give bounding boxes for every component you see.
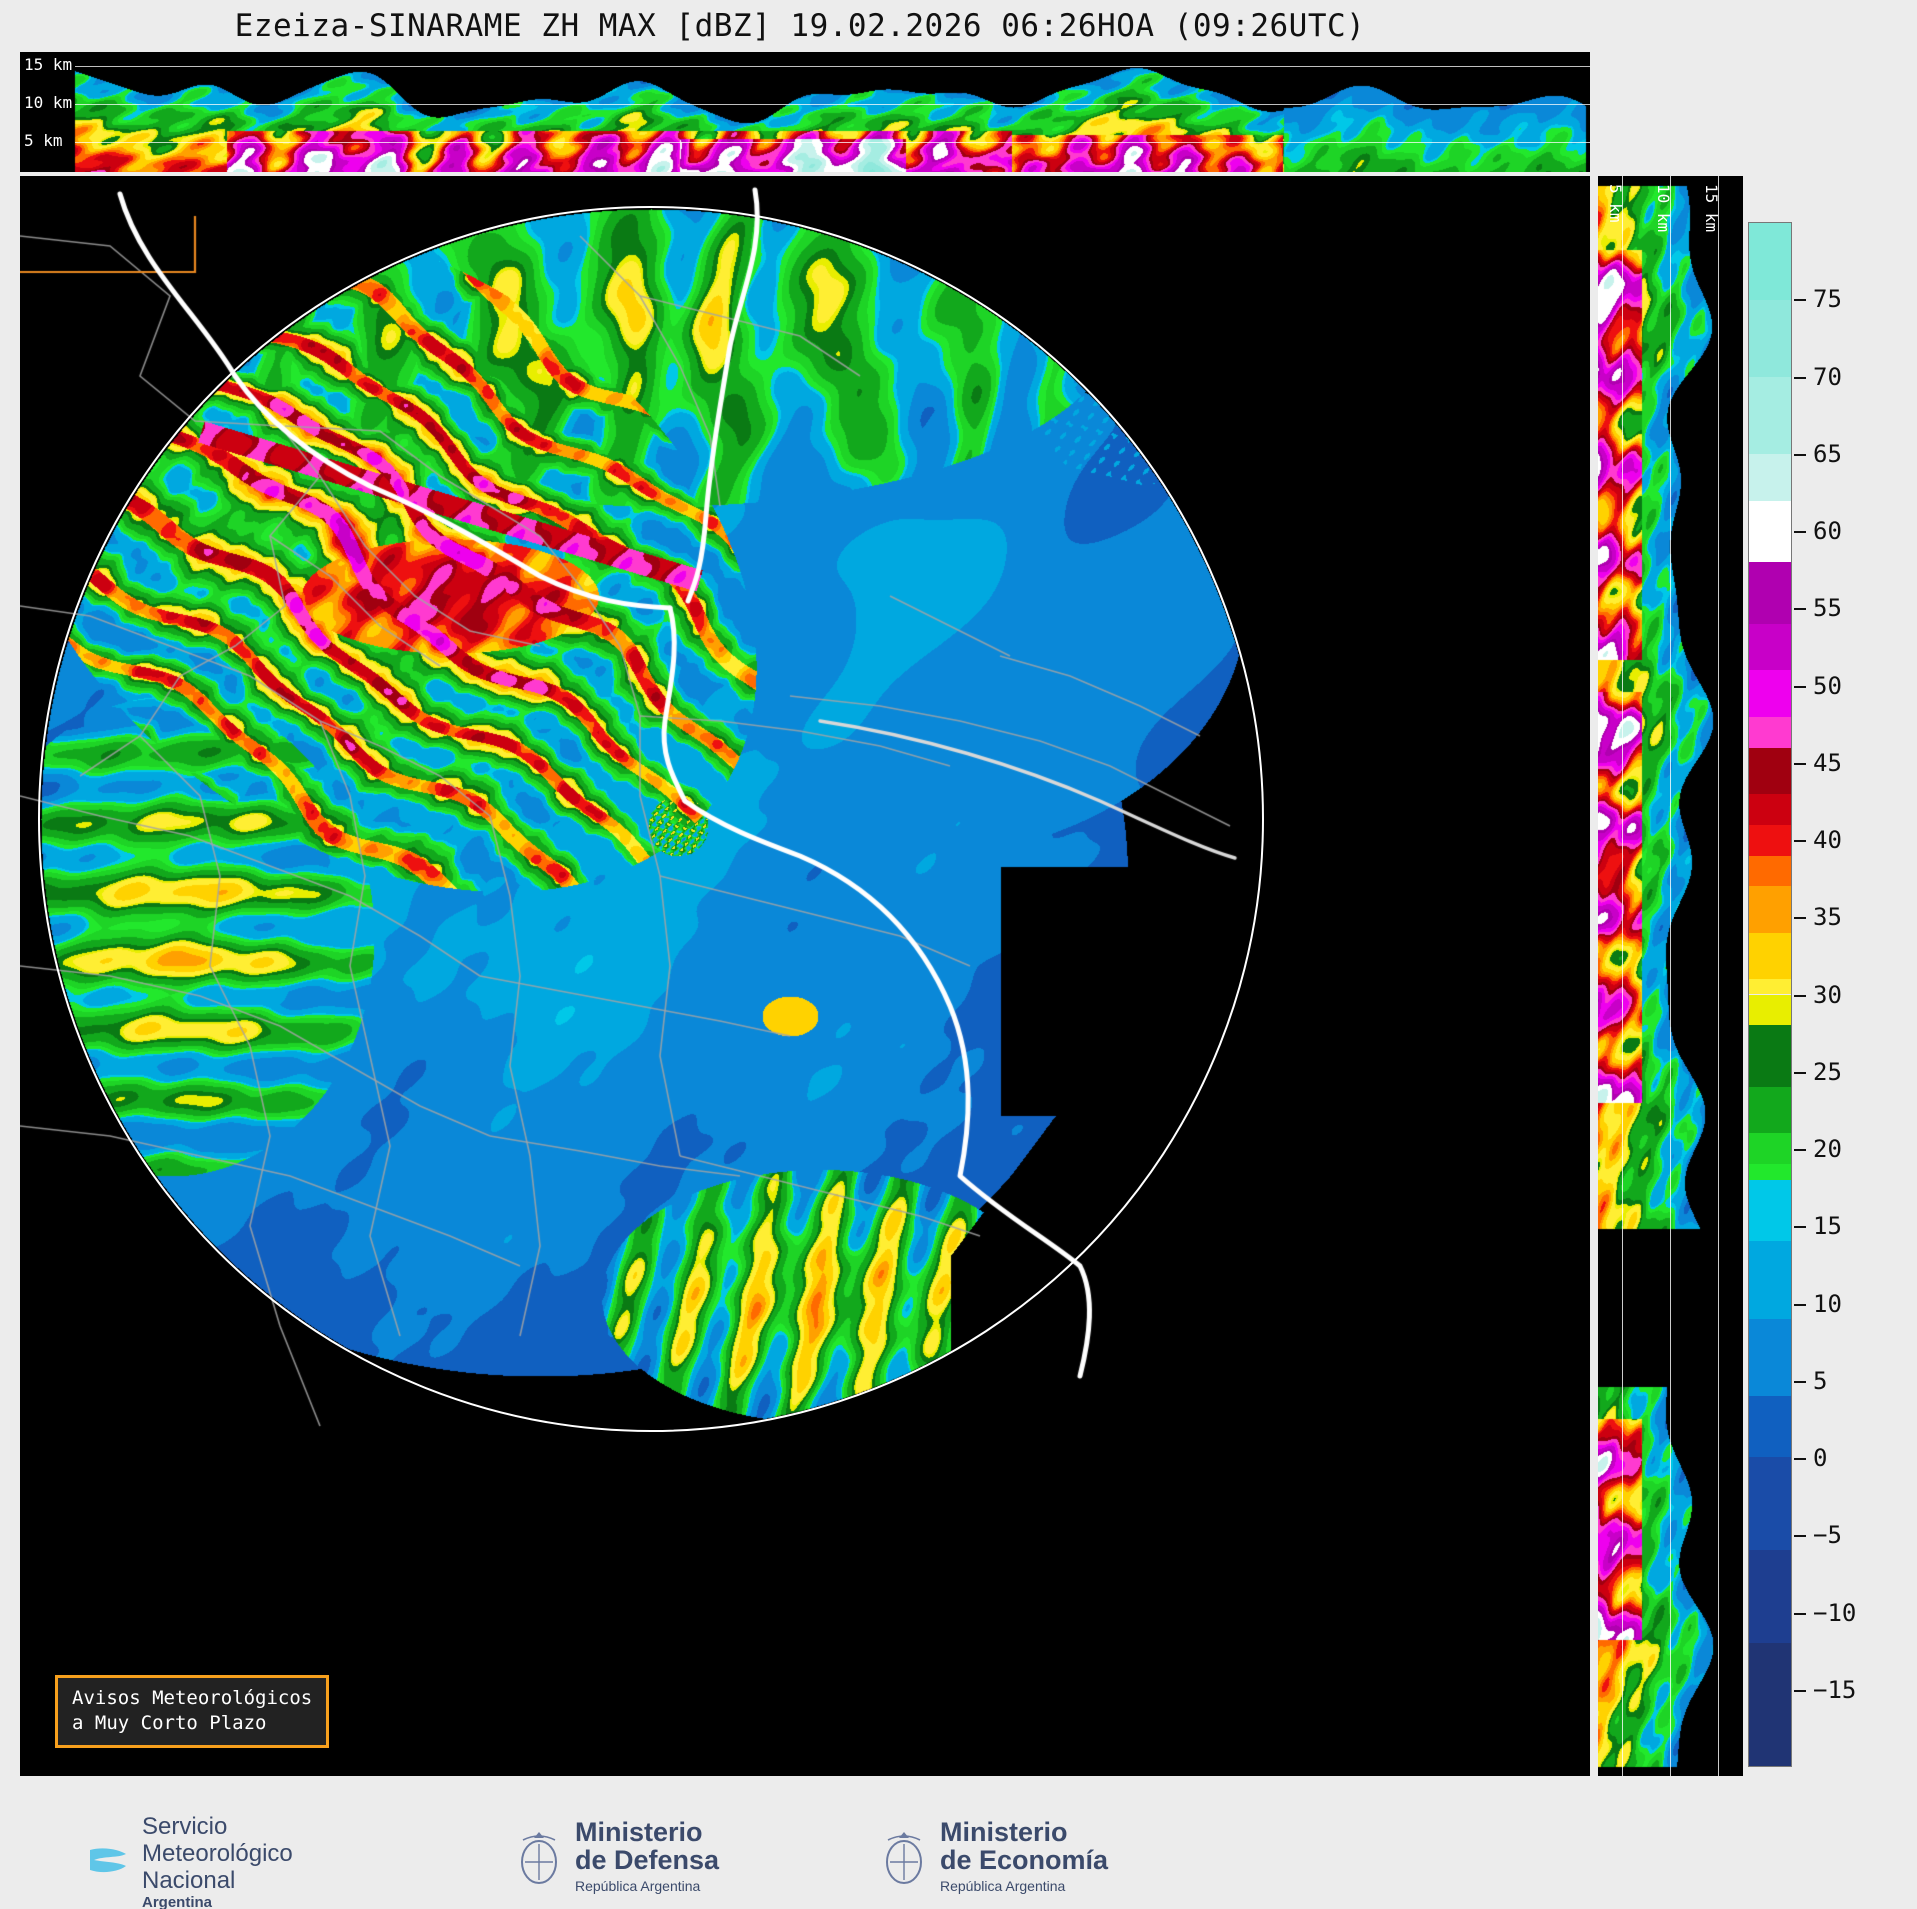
colorbar-tick-label: 45 (1794, 749, 1842, 777)
ministerio-economia-text (940, 1818, 1108, 1897)
cross-section-right-panel (1598, 176, 1743, 1776)
warnings-box[interactable]: Avisos Meteorológicos a Muy Corto Plazo (55, 1675, 329, 1748)
colorbar-band (1749, 1550, 1791, 1643)
colorbar-band (1749, 794, 1791, 825)
colorbar-band (1749, 717, 1791, 748)
colorbar-tick-label: 35 (1794, 903, 1842, 931)
smn-line-1: Servicio (142, 1813, 228, 1840)
colorbar-tick-label: 5 (1794, 1367, 1827, 1395)
cross-section-top-canvas (20, 52, 1590, 172)
height-line-10km (75, 104, 1590, 105)
colorbar-tick-label: 25 (1794, 1058, 1842, 1086)
colorbar-tick-label: −15 (1794, 1676, 1856, 1704)
colorbar-band (1749, 624, 1791, 670)
colorbar-legend (1748, 222, 1898, 1767)
footer-logos (0, 1790, 1917, 1909)
colorbar-band (1749, 1133, 1791, 1164)
height-line-10km-right (1670, 176, 1671, 1776)
colorbar-band (1749, 886, 1791, 932)
height-label-5km: 5 km (24, 131, 63, 150)
defensa-line-1: Ministerio (575, 1817, 703, 1847)
cross-section-top-panel (20, 52, 1590, 172)
colorbar-band (1749, 979, 1791, 994)
height-label-15km-right: 15 km (1702, 184, 1721, 233)
colorbar-band (1749, 562, 1791, 624)
colorbar-band (1749, 825, 1791, 856)
colorbar-band (1749, 1396, 1791, 1458)
colorbar-band (1749, 748, 1791, 794)
height-line-15km-right (1718, 176, 1719, 1776)
colorbar-band (1749, 933, 1791, 979)
logo-ministerio-defensa (515, 1818, 719, 1897)
colorbar-band (1749, 377, 1791, 454)
colorbar-band (1749, 1025, 1791, 1087)
colorbar-band (1749, 1643, 1791, 1766)
colorbar-tick-label: 20 (1794, 1135, 1842, 1163)
smn-logo-icon (60, 1832, 130, 1894)
colorbar-tick-label: 0 (1794, 1444, 1827, 1472)
height-line-5km-right (1622, 176, 1623, 1776)
economia-line-2: de Economía (940, 1845, 1109, 1876)
colorbar-band (1749, 1241, 1791, 1318)
colorbar-band (1749, 1180, 1791, 1242)
logo-ministerio-economia (880, 1818, 1108, 1897)
colorbar-band (1749, 532, 1791, 563)
colorbar-band (1749, 223, 1791, 300)
economia-line-1: Ministerio (940, 1817, 1068, 1847)
colorbar-band (1749, 995, 1791, 1026)
colorbar-band (1749, 501, 1791, 532)
economia-line-3: República Argentina (940, 1877, 1066, 1894)
colorbar-gradient (1748, 222, 1792, 1767)
colorbar-band (1749, 1164, 1791, 1179)
range-ring-240km (38, 206, 1264, 1432)
colorbar-band (1749, 1457, 1791, 1550)
colorbar-band (1749, 670, 1791, 716)
argentina-shield-icon-2 (880, 1828, 928, 1888)
colorbar-tick-label: 75 (1794, 285, 1842, 313)
argentina-shield-icon (515, 1828, 563, 1888)
height-label-10km-right: 10 km (1654, 184, 1673, 233)
smn-line-3: Nacional (142, 1866, 236, 1894)
colorbar-tick-label: 40 (1794, 826, 1842, 854)
radar-map-panel[interactable] (20, 176, 1590, 1776)
height-label-15km: 15 km (24, 55, 73, 74)
defensa-line-2: de Defensa (575, 1845, 720, 1876)
smn-line-2: Meteorológico (142, 1839, 293, 1867)
page-title: Ezeiza-SINARAME ZH MAX [dBZ] 19.02.2026 06:26HOA (09:26UTC) (234, 8, 1366, 44)
colorbar-tick-label: 65 (1794, 440, 1842, 468)
colorbar-band (1749, 454, 1791, 500)
smn-logo-text (142, 1814, 293, 1909)
height-line-15km (75, 66, 1590, 67)
defensa-line-3: República Argentina (575, 1877, 701, 1894)
height-label-10km: 10 km (24, 93, 73, 112)
colorbar-band (1749, 1319, 1791, 1396)
colorbar-band (1749, 300, 1791, 377)
height-label-5km-right: 5 km (1606, 184, 1625, 223)
colorbar-tick-label: 60 (1794, 517, 1842, 545)
height-line-5km (75, 142, 1590, 143)
ministerio-defensa-text (575, 1818, 719, 1897)
colorbar-tick-label: −5 (1794, 1521, 1842, 1549)
colorbar-tick-label: 70 (1794, 363, 1842, 391)
colorbar-tick-label: 55 (1794, 594, 1842, 622)
colorbar-tick-label: −10 (1794, 1599, 1856, 1627)
colorbar-tick-label: 50 (1794, 672, 1842, 700)
colorbar-tick-label: 15 (1794, 1212, 1842, 1240)
colorbar-band (1749, 856, 1791, 887)
colorbar-band (1749, 1087, 1791, 1133)
smn-line-4: Argentina (142, 1893, 213, 1909)
logo-smn (60, 1814, 293, 1909)
colorbar-tick-label: 10 (1794, 1290, 1842, 1318)
colorbar-tick-label: 30 (1794, 981, 1842, 1009)
